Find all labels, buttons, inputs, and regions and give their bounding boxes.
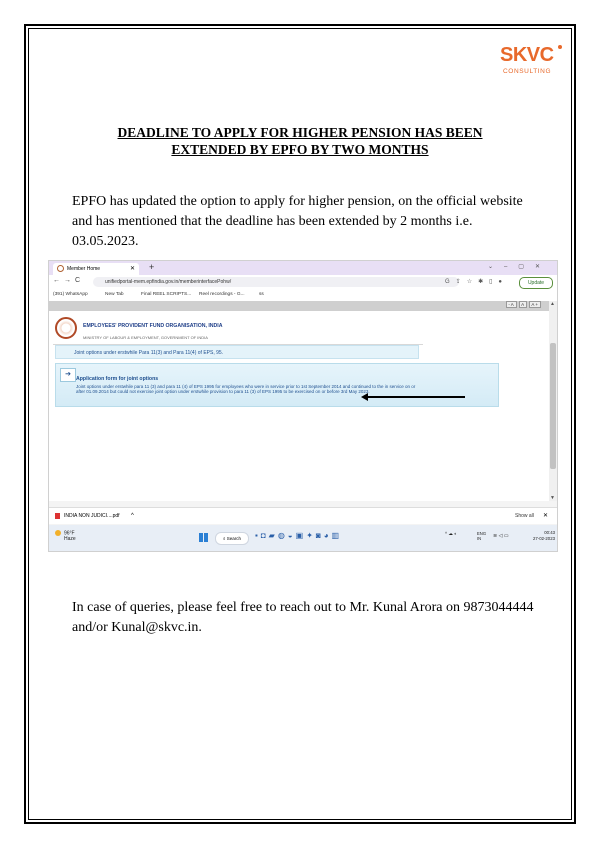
download-bar xyxy=(49,507,557,524)
top-gray-strip xyxy=(49,301,549,311)
logo-sub-text: CONSULTING xyxy=(503,68,552,75)
navigation-icons[interactable]: ←→C xyxy=(53,277,85,284)
tab-title: Member Home xyxy=(67,266,101,272)
weather-widget[interactable] xyxy=(55,530,76,542)
browser-tab-bar xyxy=(49,261,557,275)
address-action-icons[interactable]: G⇪☆✱▯● xyxy=(445,279,509,285)
document-heading xyxy=(80,124,520,158)
language-indicator[interactable] xyxy=(477,531,486,541)
taskbar-search[interactable]: ⌕ Search xyxy=(215,532,249,545)
scroll-thumb[interactable] xyxy=(550,343,556,469)
weather-temp: 96°F xyxy=(64,530,75,537)
contact-paragraph: In case of queries, please feel free to reach out to Mr. Kunal Arora on 9873044444 and/or Kunal@skvc.in. xyxy=(72,600,534,635)
lang-line-2: IN xyxy=(477,536,482,541)
windows-taskbar xyxy=(49,525,557,551)
close-download-bar-icon[interactable]: ✕ xyxy=(543,513,549,519)
taskbar-app-icons[interactable]: ▪◘▰◍◒▣✦◙◕▥ xyxy=(255,531,343,540)
weather-desc: Haze xyxy=(64,536,76,543)
logo-dot xyxy=(558,45,562,49)
font-decrease-button[interactable]: -A xyxy=(508,302,515,307)
tray-icons[interactable]: ^ ☁ ◐ xyxy=(445,531,457,536)
pdf-icon xyxy=(55,513,60,519)
bookmark-whatsapp[interactable]: (391) WhatsApp xyxy=(53,292,88,297)
new-tab-button[interactable]: + xyxy=(149,262,155,272)
intro-paragraph: EPFO has updated the option to apply for higher pension, on the official website and has mentioned that the deadline has been extended by 2 months i.e. 03.05.2023. xyxy=(72,194,523,249)
browser-tab[interactable] xyxy=(53,263,139,275)
org-subtitle: MINISTRY OF LABOUR & EMPLOYMENT, GOVERNMENT OF INDIA xyxy=(83,335,208,340)
epfo-portal-screenshot xyxy=(48,260,558,552)
sun-icon xyxy=(55,530,61,536)
joint-options-link[interactable]: Joint options under erstwhile Para 11(3) and Para 11(4) of EPS, 95. xyxy=(55,345,419,359)
address-bar xyxy=(49,275,557,289)
font-normal-button[interactable]: A xyxy=(521,302,526,307)
epfo-emblem-icon xyxy=(55,317,77,339)
page-content xyxy=(49,301,549,501)
close-tab-icon[interactable]: ✕ xyxy=(129,266,135,272)
windows-start-icon[interactable] xyxy=(199,533,208,542)
chevron-up-icon[interactable]: ^ xyxy=(131,513,134,519)
url-field[interactable]: unifiedportal-mem.epfindia.gov.in/memberinterfacePohw/ xyxy=(93,277,459,287)
application-form-panel[interactable] xyxy=(55,363,499,407)
skvc-logo xyxy=(500,44,564,80)
bookmark-new-tab[interactable]: New Tab xyxy=(105,292,124,297)
download-file-name: INDIA NON JUDICI....pdf xyxy=(64,513,120,519)
lang-line-1: ENG xyxy=(477,531,487,536)
arrow-right-icon: ➔ xyxy=(60,368,76,382)
network-volume-battery-icons[interactable]: ≋ ◁ ▭ xyxy=(493,533,509,539)
bookmark-final-reel-scripts[interactable]: Final REEL SCRIPTS... xyxy=(141,292,192,297)
clock-time: 00:43 xyxy=(544,530,555,535)
application-form-description: Joint options under erstwhile para 11 (3) and para 11 (4) of EPS 1995 for employees who were in service prior to 1st September 2014 and continued to the in service on or after 01.09.2014 but could not exercise joint option under erstwhile provision to para 11 (3) of EPS 1995 to be exercised on or before 3rd May 2023. xyxy=(76,384,416,395)
update-button[interactable]: Update xyxy=(519,277,553,289)
logo-main-text: SKVC xyxy=(500,44,554,66)
heading-line-2: EXTENDED BY EPFO BY TWO MONTHS xyxy=(171,142,429,157)
show-all-button[interactable]: Show all xyxy=(515,513,534,519)
download-item[interactable] xyxy=(55,508,120,524)
taskbar-clock[interactable] xyxy=(533,530,555,542)
heading-line-1: DEADLINE TO APPLY FOR HIGHER PENSION HAS BEEN xyxy=(117,125,483,140)
search-label: Search xyxy=(226,536,242,541)
pointer-arrow-line xyxy=(367,396,465,398)
clock-date: 27-02-2023 xyxy=(533,536,555,541)
org-name: EMPLOYEES' PROVIDENT FUND ORGANISATION, INDIA xyxy=(83,323,223,329)
scroll-down-icon[interactable]: ▼ xyxy=(550,495,555,501)
application-form-title[interactable]: Application form for joint options xyxy=(76,376,159,382)
site-favicon-icon xyxy=(57,265,64,272)
vertical-scrollbar[interactable] xyxy=(549,301,557,501)
font-size-buttons xyxy=(506,302,541,307)
bookmark-ss[interactable]: ss xyxy=(259,292,264,297)
window-controls[interactable]: ⌄–▢✕ xyxy=(487,264,551,270)
font-increase-button[interactable]: A+ xyxy=(531,302,539,307)
scroll-up-icon[interactable]: ▲ xyxy=(550,301,555,307)
bookmark-reel-recordings[interactable]: Reel recordings - G... xyxy=(199,292,245,297)
